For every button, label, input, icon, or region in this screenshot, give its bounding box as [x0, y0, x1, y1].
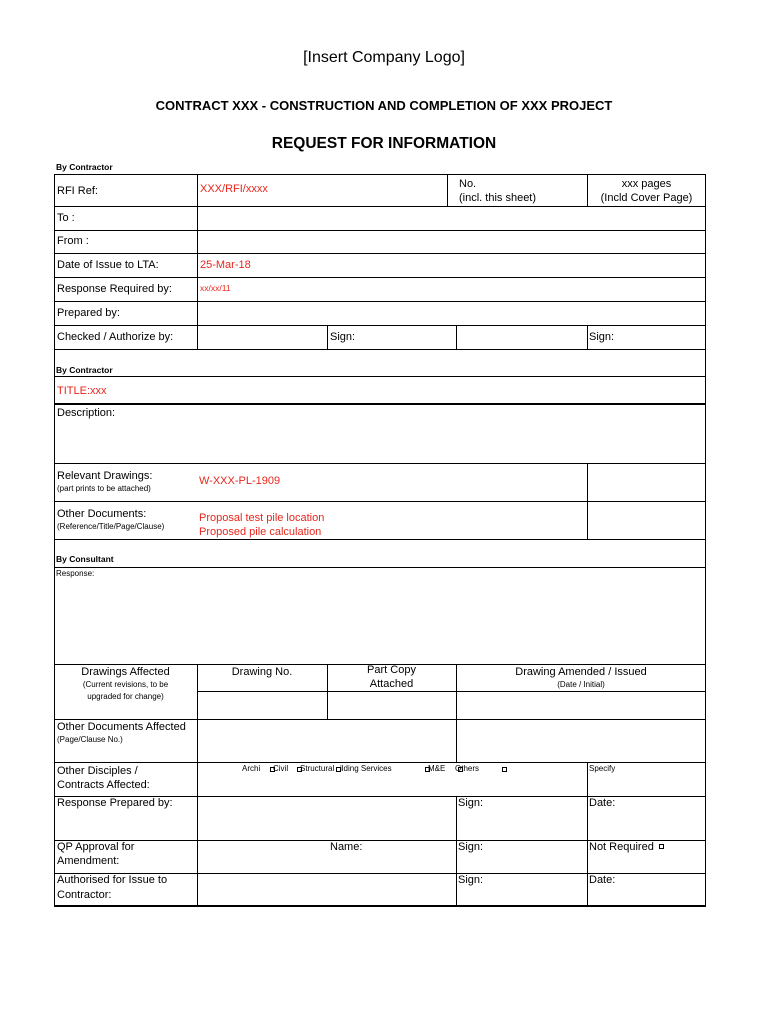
other-documents-label: Other Documents: [57, 508, 147, 520]
authorised-sign-label: Sign: [458, 874, 484, 886]
checked-by-label: Checked / Authorize by: [57, 331, 174, 343]
row-line [54, 206, 706, 207]
row-line [197, 691, 706, 692]
qp-sign-label: Sign: [458, 841, 484, 853]
drawings-affected-label: Drawings Affected [81, 666, 170, 678]
rfi-form [54, 174, 706, 907]
row-line [54, 403, 706, 405]
response-required-label: Response Required by: [57, 283, 172, 295]
other-disciplines-label-1: Other Disciples / [57, 765, 138, 777]
other-documents-affected-label: Other Documents Affected [57, 721, 186, 733]
not-required-label: Not Required [589, 841, 654, 853]
row-line [54, 539, 706, 540]
discipline-me-label: M&E [428, 764, 446, 773]
other-disciplines-label-2: Contracts Affected: [57, 779, 150, 791]
col-line [327, 325, 328, 349]
section-label-consultant: By Consultant [56, 554, 114, 564]
part-copy-label-1: Part Copy [367, 664, 416, 676]
border-right [705, 174, 706, 907]
row-line [54, 277, 706, 278]
row-line [54, 501, 706, 502]
authorize-sign-label: Sign: [589, 331, 615, 343]
description-label: Description: [57, 407, 116, 419]
discipline-structural-label: Structural [300, 764, 335, 773]
pages-sub-label: (Incld Cover Page) [600, 192, 693, 204]
checked-sign-label: Sign: [330, 331, 356, 343]
border-bottom [54, 905, 706, 907]
part-copy-label-2: Attached [369, 678, 414, 690]
border-left [54, 174, 55, 907]
pages-value[interactable]: xxx pages [621, 178, 672, 190]
discipline-building-services-label: ilding Services [340, 764, 392, 773]
other-documents-value-2[interactable]: Proposed pile calculation [199, 526, 322, 538]
row-line [54, 325, 706, 326]
specify-label: Specify [589, 764, 616, 773]
authorised-date-label: Date: [589, 874, 616, 886]
drawing-amended-label: Drawing Amended / Issued [515, 666, 647, 678]
col-line [197, 174, 198, 349]
row-line [54, 567, 706, 568]
date-issue-label: Date of Issue to LTA: [57, 259, 159, 271]
to-label: To : [57, 212, 75, 224]
col-line [587, 796, 588, 907]
discipline-others-label: Others [455, 764, 480, 773]
drawing-no-label: Drawing No. [231, 666, 293, 678]
contract-title: CONTRACT XXX - CONSTRUCTION AND COMPLETION OF XXX PROJECT [155, 98, 613, 113]
other-documents-value-1[interactable]: Proposal test pile location [199, 512, 325, 524]
row-line [54, 253, 706, 254]
response-prepared-date-label: Date: [589, 797, 616, 809]
row-line [54, 463, 706, 464]
row-line [54, 230, 706, 231]
border-top [54, 174, 706, 175]
discipline-others-checkbox[interactable] [502, 767, 507, 772]
drawings-affected-sub-1: (Current revisions, to be [82, 680, 169, 689]
col-line [456, 796, 457, 907]
row-line [54, 301, 706, 302]
section-label-contractor-2: By Contractor [56, 365, 113, 375]
not-required-checkbox[interactable] [659, 844, 664, 849]
relevant-drawings-sub: (part prints to be attached) [57, 484, 151, 493]
response-label: Response: [56, 569, 95, 578]
qp-approval-label-1: QP Approval for [57, 841, 135, 853]
other-documents-sub: (Reference/Title/Page/Clause) [57, 522, 165, 531]
no-sub-label: (incl. this sheet) [459, 192, 537, 204]
date-issue-value[interactable]: 25-Mar-18 [200, 259, 251, 271]
authorised-label-2: Contractor: [57, 889, 112, 901]
response-required-value[interactable]: xx/xx/11 [200, 283, 231, 293]
col-line [456, 325, 457, 349]
document-title: REQUEST FOR INFORMATION [271, 135, 497, 152]
col-line [587, 463, 588, 539]
col-line [447, 174, 448, 206]
no-label: No. [459, 178, 477, 190]
other-documents-affected-sub: (Page/Clause No.) [57, 735, 123, 744]
from-label: From : [57, 235, 89, 247]
row-line [54, 762, 706, 763]
section-label-contractor: By Contractor [56, 162, 113, 172]
rfi-ref-value[interactable]: XXX/RFI/xxxx [200, 183, 268, 195]
drawing-amended-sub: (Date / Initial) [557, 680, 605, 689]
response-prepared-sign-label: Sign: [458, 797, 484, 809]
rfi-ref-label: RFI Ref: [57, 185, 98, 197]
authorised-label-1: Authorised for Issue to [57, 874, 168, 886]
col-line [197, 664, 198, 907]
relevant-drawings-value[interactable]: W-XXX-PL-1909 [199, 475, 281, 487]
col-line [587, 762, 588, 796]
qp-name-label: Name: [330, 841, 363, 853]
prepared-by-label: Prepared by: [57, 307, 120, 319]
title-value[interactable]: TITLE:xxx [57, 385, 107, 397]
drawings-affected-sub-2: upgraded for change) [87, 692, 164, 701]
company-logo-placeholder: [Insert Company Logo] [303, 49, 465, 66]
response-prepared-label: Response Prepared by: [57, 797, 173, 809]
row-line [54, 349, 706, 350]
row-line [54, 376, 706, 377]
discipline-archi-label: Archi [242, 764, 261, 773]
relevant-drawings-label: Relevant Drawings: [57, 470, 153, 482]
col-line [587, 325, 588, 349]
qp-approval-label-2: Amendment: [57, 855, 120, 867]
discipline-civil-label: Civil [273, 764, 289, 773]
